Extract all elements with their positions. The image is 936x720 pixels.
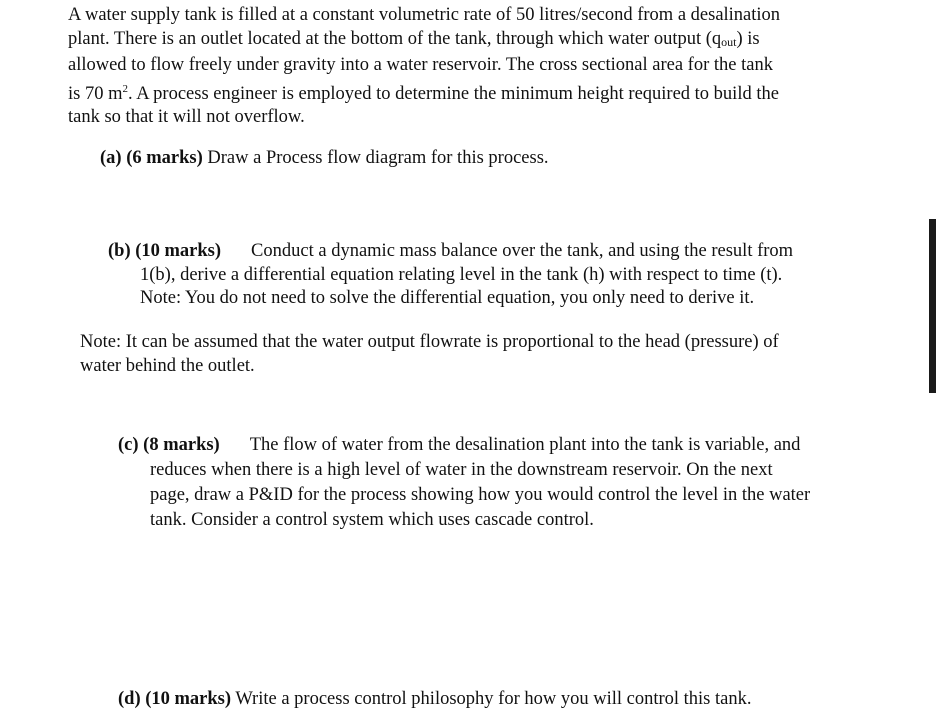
question-b-label: (b) (10 marks) bbox=[108, 241, 222, 261]
intro-line-5: tank so that it will not overflow. bbox=[68, 107, 305, 128]
intro-line-4-text: is 70 m bbox=[68, 83, 123, 104]
scrollbar-thumb[interactable] bbox=[929, 219, 936, 393]
question-d-text: Write a process control philosophy for how you will control this tank. bbox=[231, 689, 752, 709]
question-c-label: (c) (8 marks) bbox=[118, 435, 220, 455]
intro-line-3: allowed to flow freely under gravity into a water reservoir. The cross sectional area for the tank bbox=[68, 55, 773, 76]
question-d bbox=[118, 688, 751, 712]
q-out-subscript: out bbox=[721, 34, 737, 49]
intro-line-4 bbox=[68, 78, 780, 107]
question-c-line-2: reduces when there is a high level of water in the downstream reservoir. On the next bbox=[150, 460, 773, 480]
question-a bbox=[100, 147, 549, 171]
question-a-label: (a) (6 marks) bbox=[100, 148, 203, 168]
question-c-line-1 bbox=[118, 433, 810, 458]
intro-line-2-text: plant. There is an outlet located at the bottom of the tank, through which water output (q bbox=[68, 28, 722, 49]
intro-line-2-end: ) is bbox=[736, 28, 760, 49]
question-c-line-4: tank. Consider a control system which uses cascade control. bbox=[150, 510, 594, 530]
note-line-1: Note: It can be assumed that the water output flowrate is proportional to the head (pressure) of bbox=[80, 332, 779, 352]
question-d-label: (d) (10 marks) bbox=[118, 689, 232, 709]
note-line-2: water behind the outlet. bbox=[80, 355, 255, 376]
question-b-text-1: Conduct a dynamic mass balance over the tank, and using the result from bbox=[251, 241, 794, 261]
note-paragraph bbox=[80, 331, 779, 378]
question-b-line-2: 1(b), derive a differential equation relating level in the tank (h) with respect to time (t). bbox=[140, 264, 783, 285]
area-superscript: 2 bbox=[122, 82, 128, 95]
question-c-text-1: The flow of water from the desalination plant into the tank is variable, and bbox=[249, 435, 801, 455]
intro-line-4-end: . A process engineer is employed to determine the minimum height required to build the bbox=[127, 83, 779, 104]
intro-paragraph bbox=[68, 4, 780, 130]
question-b-line-3: Note: You do not need to solve the differential equation, you only need to derive it. bbox=[140, 288, 755, 309]
intro-line-2 bbox=[68, 28, 780, 55]
question-b-line-1 bbox=[108, 240, 793, 264]
question-a-text: Draw a Process flow diagram for this process. bbox=[202, 148, 549, 168]
question-c-line-3: page, draw a P&ID for the process showing how you would control the level in the water bbox=[150, 485, 811, 505]
question-c bbox=[118, 433, 810, 533]
intro-line-1: A water supply tank is filled at a constant volumetric rate of 50 litres/second from a desalination bbox=[68, 5, 781, 25]
question-b bbox=[108, 240, 793, 311]
